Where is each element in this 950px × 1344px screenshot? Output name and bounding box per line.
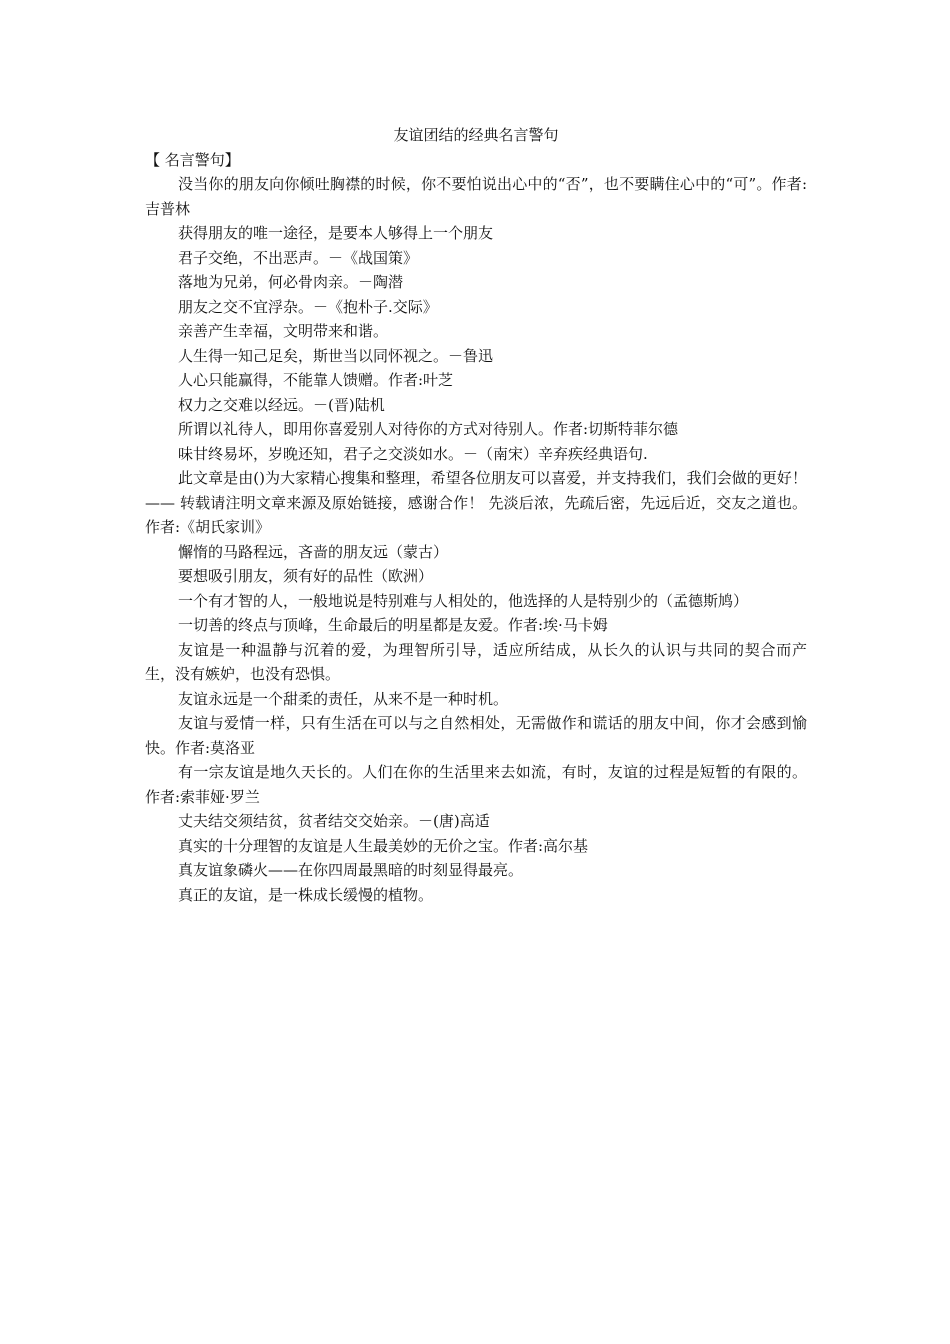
quote-list — [145, 172, 807, 907]
quote-paragraph: 落地为兄弟，何必骨肉亲。－陶潜 — [178, 273, 404, 291]
quote-paragraph: 真实的十分理智的友谊是人生最美妙的无价之宝。作者:高尔基 — [178, 836, 589, 855]
quote-paragraph: 权力之交难以经远。－(晋)陆机 — [178, 395, 385, 414]
quote-paragraph: 真友谊象磷火——在你四周最黑暗的时刻显得最亮。 — [178, 861, 524, 879]
quote-paragraph: 有一宗友谊是地久天长的。人们在你的生活里来去如流，有时，友谊的过程是短暂的有限的。作者:索菲娅·罗兰 — [145, 763, 807, 806]
quote-paragraph: 亲善产生幸福，文明带来和谐。 — [178, 322, 389, 340]
document-body — [145, 123, 807, 907]
section-heading: 【 名言警句】 — [145, 150, 240, 169]
quote-paragraph: 懈惰的马路程远，吝啬的朋友远（蒙古） — [178, 542, 449, 561]
quote-paragraph: 友谊永远是一个甜柔的责任，从来不是一种时机。 — [178, 689, 509, 708]
quote-paragraph: 一切善的终点与顶峰，生命最后的明星都是友爱。作者:埃·马卡姆 — [178, 616, 608, 634]
document-title: 友谊团结的经典名言警句 — [393, 126, 559, 144]
quote-paragraph: 所谓以礼待人，即用你喜爱别人对待你的方式对待别人。作者:切斯特菲尔德 — [178, 420, 679, 438]
quote-paragraph: 此文章是由()为大家精心搜集和整理，希望各位朋友可以喜爱，并支持我们，我们会做的更好！—— 转载请注明文章来源及原始链接，感谢合作！ 先淡后浓，先疏后密，先远后近，交友之道也。作者:《胡氏家训》 — [145, 469, 807, 536]
quote-paragraph: 友谊是一种温静与沉着的爱，为理智所引导，适应所结成，从长久的认识与共同的契合而产生，没有嫉妒，也没有恐惧。 — [145, 640, 807, 683]
quote-paragraph: 一个有才智的人，一般地说是特别难与人相处的，他选择的人是特别少的（孟德斯鸠） — [178, 591, 749, 610]
quote-paragraph: 丈夫结交须结贫，贫者结交交始亲。－(唐)高适 — [178, 812, 490, 830]
quote-paragraph: 要想吸引朋友，须有好的品性（欧洲） — [178, 567, 434, 585]
quote-paragraph: 真正的友谊，是一株成长缓慢的植物。 — [178, 885, 434, 904]
quote-paragraph: 友谊与爱情一样，只有生活在可以与之自然相处，无需做作和谎话的朋友中间，你才会感到愉快。作者:莫洛亚 — [145, 714, 807, 757]
quote-paragraph: 获得朋友的唯一途径，是要本人够得上一个朋友 — [178, 224, 494, 242]
quote-paragraph: 君子交绝，不出恶声。－《战国策》 — [178, 248, 419, 267]
quote-paragraph: 味甘终易坏，岁晚还知，君子之交淡如水。－（南宋）辛弃疾经典语句. — [178, 444, 648, 463]
quote-paragraph: 人生得一知己足矣，斯世当以同怀视之。－鲁迅 — [178, 346, 494, 365]
quote-paragraph: 朋友之交不宜浮杂。－《抱朴子.交际》 — [178, 297, 438, 316]
quote-paragraph: 没当你的朋友向你倾吐胸襟的时候，你不要怕说出心中的“否”，也不要瞒住心中的“可”。作者:吉普林 — [145, 175, 807, 218]
quote-paragraph: 人心只能赢得，不能靠人馈赠。作者:叶芝 — [178, 371, 454, 389]
